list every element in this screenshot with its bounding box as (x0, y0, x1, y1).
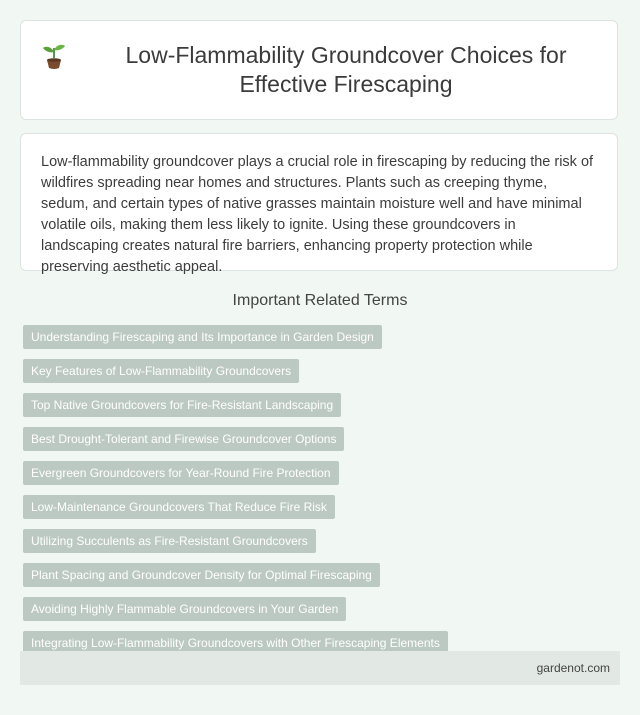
sprout-icon (39, 41, 69, 71)
related-term-tag[interactable]: Plant Spacing and Groundcover Density for Optimal Firescaping (23, 563, 380, 587)
related-term-tag[interactable]: Best Drought-Tolerant and Firewise Groundcover Options (23, 427, 344, 451)
page-title: Low-Flammability Groundcover Choices for Effective Firescaping (125, 42, 567, 97)
related-term-tag[interactable]: Integrating Low-Flammability Groundcovers with Other Firescaping Elements (23, 631, 448, 655)
title-wrap (39, 41, 599, 99)
related-terms-heading: Important Related Terms (232, 292, 408, 309)
description-card (20, 133, 618, 275)
related-term-tag[interactable]: Utilizing Succulents as Fire-Resistant Groundcovers (23, 529, 316, 553)
related-term-tag[interactable]: Avoiding Highly Flammable Groundcovers in Your Garden (23, 597, 346, 621)
title-card (20, 20, 618, 120)
related-term-tag[interactable]: Low-Maintenance Groundcovers That Reduce Fire Risk (23, 495, 335, 519)
related-term-tag[interactable]: Understanding Firescaping and Its Importance in Garden Design (23, 325, 382, 349)
footer-site-name[interactable]: gardenot.com (536, 661, 610, 675)
related-terms-list (23, 325, 623, 665)
description-text: Low-flammability groundcover plays a crucial role in firescaping by reducing the risk of wildfires spreading near homes and structures. Plants such as creeping thyme, sedum, and certain types of native grasses maintain moisture well and have minimal volatile oils, making them less likely to ignite. Using these groundcovers in landscaping creates natural fire barriers, enhancing property protection while preserving aesthetic appeal. (41, 154, 594, 275)
related-term-tag[interactable]: Top Native Groundcovers for Fire-Resistant Landscaping (23, 393, 341, 417)
related-term-tag[interactable]: Key Features of Low-Flammability Groundcovers (23, 359, 299, 383)
related-term-tag[interactable]: Evergreen Groundcovers for Year-Round Fire Protection (23, 461, 339, 485)
footer (20, 651, 620, 685)
